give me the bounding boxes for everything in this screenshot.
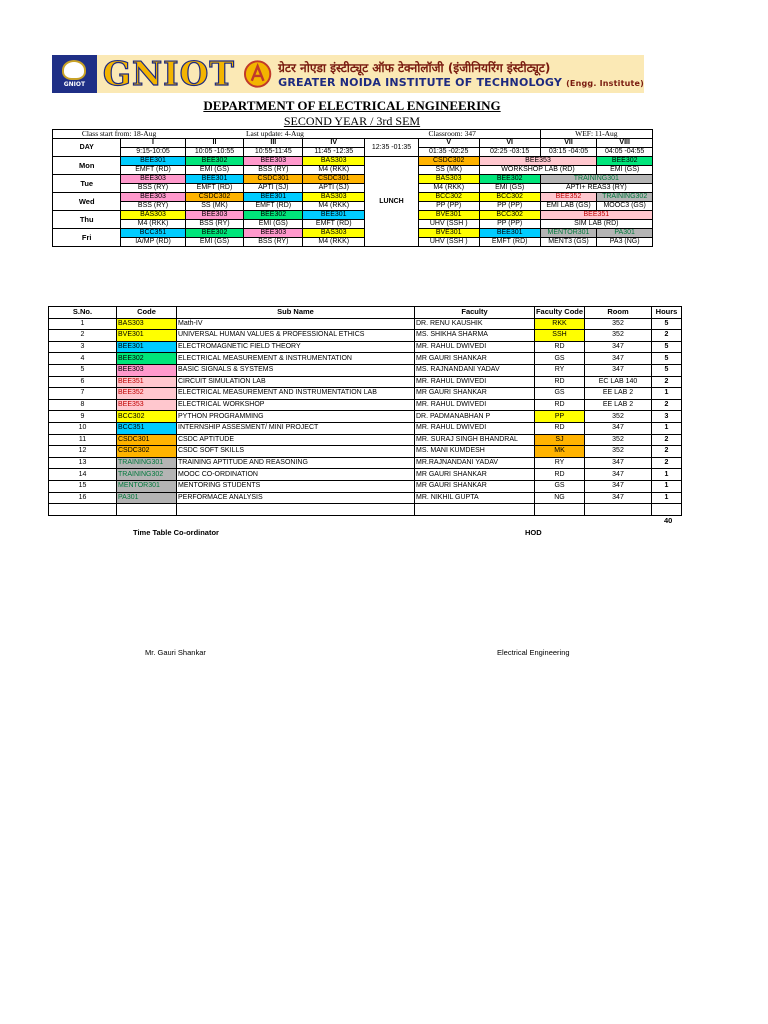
day-name: Tue bbox=[53, 175, 121, 193]
faculty-code-cell: RD bbox=[535, 376, 585, 388]
course-code-cell: BCC351 bbox=[121, 229, 185, 238]
period-header: VII bbox=[540, 139, 597, 148]
subject-faculty-cell: EMFT (RD) bbox=[121, 166, 185, 175]
seal-label: GNIOT bbox=[63, 81, 86, 88]
hours-cell: 1 bbox=[652, 492, 682, 504]
course-code-cell: BCC302 bbox=[479, 193, 540, 202]
hours-cell: 2 bbox=[652, 446, 682, 458]
faculty-code-cell: MK bbox=[535, 446, 585, 458]
room-cell: 347 bbox=[585, 422, 652, 434]
subject-faculty-cell: BSS (RY) bbox=[244, 238, 303, 247]
room-cell: 347 bbox=[585, 492, 652, 504]
serial-number-cell: 5 bbox=[49, 364, 117, 376]
lunch-cell: LUNCH bbox=[365, 157, 418, 247]
subject-name-cell: ELECTRICAL MEASUREMENT & INSTRUMENTATION bbox=[177, 353, 415, 365]
serial-number-cell: 13 bbox=[49, 457, 117, 469]
faculty-name-cell: MS. RAJNANDANI YADAV bbox=[415, 364, 535, 376]
course-code-cell: BAS303 bbox=[303, 193, 365, 202]
col-header: Hours bbox=[652, 307, 682, 319]
room-cell: 347 bbox=[585, 480, 652, 492]
table-row bbox=[49, 480, 682, 492]
subject-name-cell: ELECTRICAL WORKSHOP bbox=[177, 399, 415, 411]
table-row bbox=[49, 434, 682, 446]
subject-faculty-cell: EMI (GS) bbox=[597, 166, 653, 175]
institute-name-english bbox=[278, 76, 644, 89]
course-code-cell: BEE303 bbox=[121, 193, 185, 202]
period-header: I bbox=[121, 139, 185, 148]
col-header: S.No. bbox=[49, 307, 117, 319]
faculty-code-cell: RD bbox=[535, 341, 585, 353]
col-header: Room bbox=[585, 307, 652, 319]
subject-table-empty-row bbox=[49, 504, 682, 516]
course-code-cell: TRAINING301 bbox=[540, 175, 652, 184]
faculty-code-cell: SSH bbox=[535, 330, 585, 342]
subject-faculty-cell: SS (MK) bbox=[418, 166, 479, 175]
subject-faculty-cell: PP (PP) bbox=[418, 202, 479, 211]
period-header: IV bbox=[303, 139, 365, 148]
serial-number-cell: 14 bbox=[49, 469, 117, 481]
room-cell: EC LAB 140 bbox=[585, 376, 652, 388]
course-code-cell: BEE301 bbox=[303, 211, 365, 220]
weekly-timetable bbox=[52, 129, 653, 247]
table-row bbox=[49, 341, 682, 353]
table-row bbox=[49, 469, 682, 481]
course-code-cell: BEE302 bbox=[479, 175, 540, 184]
timetable-row-thu-faculty bbox=[53, 220, 653, 229]
subject-faculty-cell: BSS (RY) bbox=[244, 166, 303, 175]
subject-faculty-cell: BSS (RY) bbox=[185, 220, 244, 229]
wef-info: WEF: 11-Aug bbox=[540, 130, 652, 139]
faculty-name-cell: MR. RAHUL DWIVEDI bbox=[415, 422, 535, 434]
day-name: Wed bbox=[53, 193, 121, 211]
subject-faculty-cell: EMFT (RD) bbox=[244, 202, 303, 211]
course-code-cell: BVE301 bbox=[117, 330, 177, 342]
room-cell: 347 bbox=[585, 353, 652, 365]
course-code-cell: MENTOR301 bbox=[540, 229, 597, 238]
subject-faculty-cell: EMI (GS) bbox=[185, 238, 244, 247]
subject-faculty-cell: M4 (RKK) bbox=[303, 166, 365, 175]
timetable-row-tue-code bbox=[53, 175, 653, 184]
course-code-cell: BCC302 bbox=[418, 193, 479, 202]
hours-cell: 5 bbox=[652, 353, 682, 365]
subject-faculty-cell: M4 (RKK) bbox=[121, 220, 185, 229]
table-row bbox=[49, 330, 682, 342]
course-code-cell: CSDC301 bbox=[303, 175, 365, 184]
course-code-cell: BVE301 bbox=[418, 229, 479, 238]
subject-faculty-cell: WORKSHOP LAB (RD) bbox=[479, 166, 597, 175]
course-code-cell: PA301 bbox=[117, 492, 177, 504]
timetable-row-mon-code bbox=[53, 157, 653, 166]
faculty-name-cell: MR. RAHUL DWIVEDI bbox=[415, 376, 535, 388]
time-slot: 11:45 -12:35 bbox=[303, 148, 365, 157]
course-code-cell: PA301 bbox=[597, 229, 653, 238]
institute-banner bbox=[52, 55, 644, 93]
timetable-row-wed-code bbox=[53, 193, 653, 202]
room-cell: EE LAB 2 bbox=[585, 388, 652, 400]
serial-number-cell: 11 bbox=[49, 434, 117, 446]
course-code-cell: BCC302 bbox=[479, 211, 540, 220]
faculty-code-cell: RY bbox=[535, 457, 585, 469]
course-code-cell: BEE302 bbox=[597, 157, 653, 166]
subject-faculty-cell: MOOC3 (GS) bbox=[597, 202, 653, 211]
faculty-name-cell: DR. RENU KAUSHIK bbox=[415, 318, 535, 330]
day-name: Mon bbox=[53, 157, 121, 175]
faculty-code-cell: RY bbox=[535, 364, 585, 376]
faculty-name-cell: MS. SHIKHA SHARMA bbox=[415, 330, 535, 342]
subject-faculty-cell: M4 (RKK) bbox=[303, 238, 365, 247]
course-code-cell: BEE352 bbox=[117, 388, 177, 400]
subject-faculty-cell: EMI (GS) bbox=[185, 166, 244, 175]
faculty-name-cell: MR GAURI SHANKAR bbox=[415, 469, 535, 481]
hod-label: HOD bbox=[525, 528, 542, 537]
hours-cell: 1 bbox=[652, 480, 682, 492]
period-header: VI bbox=[479, 139, 540, 148]
course-code-cell: TRAINING301 bbox=[117, 457, 177, 469]
subject-faculty-cell: IA/MP (RD) bbox=[121, 238, 185, 247]
course-code-cell: CSDC302 bbox=[185, 193, 244, 202]
course-code-cell: BEE303 bbox=[121, 175, 185, 184]
course-code-cell: BEE301 bbox=[479, 229, 540, 238]
faculty-name-cell: MR. RAHUL DWIVEDI bbox=[415, 341, 535, 353]
room-cell: 347 bbox=[585, 364, 652, 376]
faculty-code-cell: GS bbox=[535, 388, 585, 400]
subject-name-cell: MENTORING STUDENTS bbox=[177, 480, 415, 492]
subject-faculty-cell: EMFT (RD) bbox=[479, 238, 540, 247]
subject-faculty-cell: PP (PP) bbox=[479, 202, 540, 211]
subject-faculty-cell: SS (MK) bbox=[185, 202, 244, 211]
faculty-code-cell: RD bbox=[535, 422, 585, 434]
room-cell: 352 bbox=[585, 330, 652, 342]
course-code-cell: BEE302 bbox=[185, 157, 244, 166]
table-row bbox=[49, 364, 682, 376]
faculty-name-cell: MR GAURI SHANKAR bbox=[415, 480, 535, 492]
time-slot: 03:15 -04:05 bbox=[540, 148, 597, 157]
table-row bbox=[49, 353, 682, 365]
faculty-code-cell: RD bbox=[535, 469, 585, 481]
room-cell: 347 bbox=[585, 469, 652, 481]
subject-faculty-cell: EMFT (RD) bbox=[303, 220, 365, 229]
subject-faculty-cell: BSS (RY) bbox=[121, 202, 185, 211]
timetable-row-fri-code bbox=[53, 229, 653, 238]
table-row bbox=[49, 318, 682, 330]
hours-cell: 2 bbox=[652, 457, 682, 469]
subject-name-cell: PYTHON PROGRAMMING bbox=[177, 411, 415, 423]
time-slot: 10:05 -10:55 bbox=[185, 148, 244, 157]
serial-number-cell: 12 bbox=[49, 446, 117, 458]
col-header: Faculty Code bbox=[535, 307, 584, 317]
room-cell: 352 bbox=[585, 434, 652, 446]
table-row bbox=[49, 492, 682, 504]
serial-number-cell: 2 bbox=[49, 330, 117, 342]
hours-cell: 5 bbox=[652, 318, 682, 330]
subject-faculty-cell: EMFT (RD) bbox=[185, 184, 244, 193]
department-title: DEPARTMENT OF ELECTRICAL ENGINEERING bbox=[203, 98, 501, 113]
course-code-cell: BAS303 bbox=[303, 157, 365, 166]
day-name: Fri bbox=[53, 229, 121, 247]
col-header: Code bbox=[117, 307, 177, 319]
serial-number-cell: 16 bbox=[49, 492, 117, 504]
hod-name: Electrical Engineering bbox=[497, 648, 570, 657]
subject-name-cell: CSDC SOFT SKILLS bbox=[177, 446, 415, 458]
course-code-cell: CSDC302 bbox=[418, 157, 479, 166]
table-row bbox=[49, 457, 682, 469]
subject-faculty-cell: PP (PP) bbox=[479, 220, 540, 229]
faculty-code-cell: GS bbox=[535, 480, 585, 492]
serial-number-cell: 8 bbox=[49, 399, 117, 411]
hours-cell: 5 bbox=[652, 364, 682, 376]
timetable-row-thu-code bbox=[53, 211, 653, 220]
table-row bbox=[49, 376, 682, 388]
faculty-name-cell: MR.RAJNANDANI YADAV bbox=[415, 457, 535, 469]
institute-name-english-main: GREATER NOIDA INSTITUTE OF TECHNOLOGY bbox=[278, 76, 563, 89]
subject-faculty-cell: APTI+ REAS3 (RY) bbox=[540, 184, 652, 193]
course-code-cell: BVE301 bbox=[418, 211, 479, 220]
hours-cell: 2 bbox=[652, 330, 682, 342]
subject-faculty-cell: BSS (RY) bbox=[121, 184, 185, 193]
course-code-cell: MENTOR301 bbox=[117, 480, 177, 492]
course-code-cell: BAS303 bbox=[121, 211, 185, 220]
subject-name-cell: ELECTROMAGNETIC FIELD THEORY bbox=[177, 341, 415, 353]
course-code-cell: BEE303 bbox=[117, 364, 177, 376]
table-row bbox=[49, 388, 682, 400]
institute-name-suffix: (Engg. Institute) bbox=[566, 79, 644, 88]
course-code-cell: BEE303 bbox=[244, 157, 303, 166]
timetable-time-row bbox=[53, 148, 653, 157]
timetable-row-mon-faculty bbox=[53, 166, 653, 175]
faculty-code-cell: SJ bbox=[535, 434, 585, 446]
course-code-cell: BCC351 bbox=[117, 422, 177, 434]
course-code-cell: BAS303 bbox=[117, 318, 177, 330]
faculty-name-cell: MR. SURAJ SINGH BHANDRAL bbox=[415, 434, 535, 446]
subject-name-cell: CIRCUIT SIMULATION LAB bbox=[177, 376, 415, 388]
course-code-cell: CSDC301 bbox=[244, 175, 303, 184]
subject-faculty-cell: M4 (RKK) bbox=[303, 202, 365, 211]
faculty-name-cell: MS. MANI KUMDESH bbox=[415, 446, 535, 458]
day-header: DAY bbox=[53, 139, 121, 157]
course-code-cell: BCC302 bbox=[117, 411, 177, 423]
time-slot: 01:35 -02:25 bbox=[418, 148, 479, 157]
hours-cell: 1 bbox=[652, 422, 682, 434]
col-header: Sub Name bbox=[177, 307, 415, 319]
table-row bbox=[49, 422, 682, 434]
serial-number-cell: 15 bbox=[49, 480, 117, 492]
serial-number-cell: 3 bbox=[49, 341, 117, 353]
gniot-seal-logo bbox=[52, 55, 97, 93]
timetable-period-row bbox=[53, 139, 653, 148]
course-code-cell: BEE353 bbox=[117, 399, 177, 411]
timetable-info-row bbox=[53, 130, 653, 139]
faculty-code-cell: RKK bbox=[535, 318, 585, 330]
course-code-cell: BAS303 bbox=[303, 229, 365, 238]
subject-faculty-cell: PA3 (NG) bbox=[597, 238, 653, 247]
total-hours: 40 bbox=[664, 516, 673, 525]
subject-name-cell: TRAINING APTITUDE AND REASONING bbox=[177, 457, 415, 469]
course-code-cell: BEE302 bbox=[244, 211, 303, 220]
course-code-cell: BEE303 bbox=[185, 211, 244, 220]
timetable-row-fri-faculty bbox=[53, 238, 653, 247]
subject-name-cell: BASIC SIGNALS & SYSTEMS bbox=[177, 364, 415, 376]
serial-number-cell: 7 bbox=[49, 388, 117, 400]
period-header: VIII bbox=[597, 139, 653, 148]
hours-cell: 2 bbox=[652, 399, 682, 411]
institute-name-hindi: ग्रेटर नोएडा इंस्टीट्यूट ऑफ टेक्नोलॉजी (इंजीनियरिंग इंस्टीट्यूट) bbox=[278, 61, 551, 75]
serial-number-cell: 9 bbox=[49, 411, 117, 423]
faculty-name-cell: DR. PADMANABHAN P bbox=[415, 411, 535, 423]
hours-cell: 3 bbox=[652, 411, 682, 423]
table-row bbox=[49, 411, 682, 423]
table-row bbox=[49, 399, 682, 411]
col-header: Faculty bbox=[415, 307, 535, 319]
course-code-cell: BEE301 bbox=[244, 193, 303, 202]
course-code-cell: BEE351 bbox=[540, 211, 652, 220]
coordinator-label: Time Table Co-ordinator bbox=[133, 528, 219, 537]
faculty-name-cell: MR. NIKHIL GUPTA bbox=[415, 492, 535, 504]
day-name: Thu bbox=[53, 211, 121, 229]
course-code-cell: TRAINING302 bbox=[117, 469, 177, 481]
time-slot: 02:25 -03:15 bbox=[479, 148, 540, 157]
hours-cell: 2 bbox=[652, 434, 682, 446]
serial-number-cell: 1 bbox=[49, 318, 117, 330]
subject-table-header bbox=[49, 307, 682, 319]
timetable-row-wed-faculty bbox=[53, 202, 653, 211]
faculty-name-cell: MR GAURI SHANKAR bbox=[415, 353, 535, 365]
course-code-cell: BEE301 bbox=[185, 175, 244, 184]
room-cell: 352 bbox=[585, 446, 652, 458]
timetable-row-tue-faculty bbox=[53, 184, 653, 193]
subject-name-cell: CSDC APTITUDE bbox=[177, 434, 415, 446]
institute-names bbox=[278, 59, 644, 89]
institute-emblem-icon bbox=[243, 59, 272, 89]
course-code-cell: BEE302 bbox=[185, 229, 244, 238]
course-code-cell: BEE352 bbox=[540, 193, 597, 202]
time-slot: 10:55-11:45 bbox=[244, 148, 303, 157]
serial-number-cell: 10 bbox=[49, 422, 117, 434]
period-header: II bbox=[185, 139, 244, 148]
hours-cell: 2 bbox=[652, 376, 682, 388]
faculty-name-cell: MR. RAHUL DWIVEDI bbox=[415, 399, 535, 411]
course-code-cell: CSDC302 bbox=[117, 446, 177, 458]
subject-faculty-cell: SIM LAB (RD) bbox=[540, 220, 652, 229]
subject-name-cell: MOOC CO-ORDINATION bbox=[177, 469, 415, 481]
subject-faculty-cell: UHV (SSH ) bbox=[418, 220, 479, 229]
course-code-cell: BEE351 bbox=[117, 376, 177, 388]
faculty-code-cell: NG bbox=[535, 492, 585, 504]
period-header: III bbox=[244, 139, 303, 148]
hours-cell: 1 bbox=[652, 388, 682, 400]
time-slot: 9:15-10:05 bbox=[121, 148, 185, 157]
hours-cell: 5 bbox=[652, 341, 682, 353]
subject-faculty-cell: EMI LAB (GS) bbox=[540, 202, 597, 211]
course-code-cell: CSDC301 bbox=[117, 434, 177, 446]
course-code-cell: TRAINING302 bbox=[597, 193, 653, 202]
subject-faculty-cell: UHV (SSH ) bbox=[418, 238, 479, 247]
serial-number-cell: 4 bbox=[49, 353, 117, 365]
seal-icon bbox=[62, 60, 86, 80]
serial-number-cell: 6 bbox=[49, 376, 117, 388]
subject-name-cell: UNIVERSAL HUMAN VALUES & PROFESSIONAL ETHICS bbox=[177, 330, 415, 342]
faculty-name-cell: MR GAURI SHANKAR bbox=[415, 388, 535, 400]
course-code-cell: BEE302 bbox=[117, 353, 177, 365]
gniot-wordmark: GNIOT bbox=[102, 54, 235, 93]
hours-cell: 1 bbox=[652, 469, 682, 481]
last-update-info: Last update: 4-Aug bbox=[185, 130, 365, 139]
lunch-time-header: 12:35 -01:35 bbox=[365, 139, 418, 157]
subject-name-cell: ELECTRICAL MEASUREMENT AND INSTRUMENTATION LAB bbox=[177, 388, 415, 400]
time-slot: 04:05 -04:55 bbox=[597, 148, 653, 157]
subject-faculty-cell: MENT3 (GS) bbox=[540, 238, 597, 247]
year-sem-title: SECOND YEAR / 3rd SEM bbox=[283, 114, 421, 128]
classroom-info: Classroom: 347 bbox=[365, 130, 540, 139]
course-code-cell: BEE301 bbox=[117, 341, 177, 353]
table-row bbox=[49, 446, 682, 458]
period-header: V bbox=[418, 139, 479, 148]
subject-faculty-cell: APTI (SJ) bbox=[303, 184, 365, 193]
faculty-code-cell: GS bbox=[535, 353, 585, 365]
course-code-cell: BEE301 bbox=[121, 157, 185, 166]
room-cell: EE LAB 2 bbox=[585, 399, 652, 411]
room-cell: 352 bbox=[585, 318, 652, 330]
coordinator-name: Mr. Gauri Shankar bbox=[145, 648, 206, 657]
faculty-code-cell: RD bbox=[535, 399, 585, 411]
subject-faculty-cell: EMI (GS) bbox=[479, 184, 540, 193]
subject-faculty-cell: APTI (SJ) bbox=[244, 184, 303, 193]
course-code-cell: BAS303 bbox=[418, 175, 479, 184]
faculty-code-cell: PP bbox=[535, 411, 585, 423]
subject-name-cell: INTERNSHIP ASSESMENT/ MINI PROJECT bbox=[177, 422, 415, 434]
subject-table-body bbox=[49, 318, 682, 504]
class-start-info: Class start from: 18-Aug bbox=[53, 130, 186, 139]
room-cell: 347 bbox=[585, 457, 652, 469]
course-code-cell: BEE353 bbox=[479, 157, 597, 166]
subject-name-cell: Math-IV bbox=[177, 318, 415, 330]
subject-name-cell: PERFORMACE ANALYSIS bbox=[177, 492, 415, 504]
room-cell: 352 bbox=[585, 411, 652, 423]
course-code-cell: BEE303 bbox=[244, 229, 303, 238]
room-cell: 347 bbox=[585, 341, 652, 353]
subject-faculty-table bbox=[48, 306, 682, 516]
subject-faculty-cell: EMI (GS) bbox=[244, 220, 303, 229]
subject-faculty-cell: M4 (RKK) bbox=[418, 184, 479, 193]
